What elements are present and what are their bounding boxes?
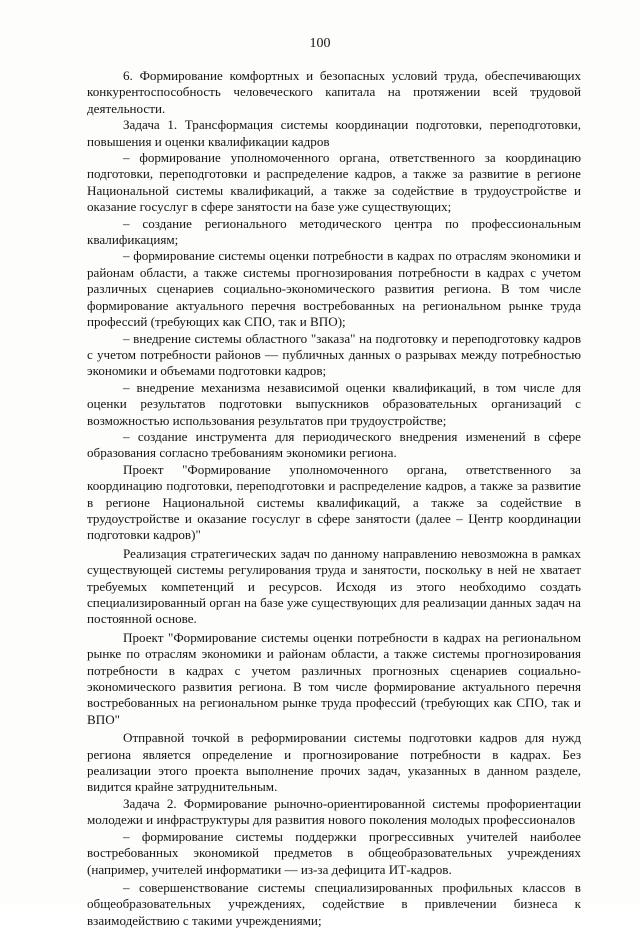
paragraph-starting-point: Отправной точкой в реформировании системы подготовки кадров для нужд региона является определение и прогнозирование потребности в кадрах. Без реализации этого проекта выполнение прочих задач, указанных в данном разделе, видится крайне затруднительным. [87, 730, 581, 795]
list-item-independent-assessment: – внедрение механизма независимой оценки квалификаций, в том числе для оценки результатов подготовки выпускников образовательных организаций с возможностью использования результатов при трудоустройстве; [87, 379, 581, 428]
paragraph-project-demand-system: Проект "Формирование системы оценки потребности в кадрах на региональном рынке по отраслям экономики и районам области, а также системы прогнозирования потребности в кадрах с учетом различных прогнозных сценариев социально-экономического развития региона. В том числе формирование актуального перечня востребованных на региональном рынке труда профессий (требующих как СПО, так и ВПО" [87, 629, 581, 727]
paragraph-implementation: Реализация стратегических задач по данному направлению невозможна в рамках существующей системы регулирования труда и занятости, поскольку в ней не хватает требуемых компетенций и ресурсов. Исходя из этого необходимо создать специализированный орган на базе уже существующих для реализации данных задач на постоянной основе. [87, 545, 581, 627]
list-item-regional-order: – внедрение системы областного "заказа" на подготовку и переподготовку кадров с учетом потребности районов — публичных данных о разрывах между потребностью экономики и объемами подготовки кадров; [87, 330, 581, 379]
paragraph-task-2-heading: Задача 2. Формирование рыночно-ориентированной системы профориентации молодежи и инфраструктуры для развития нового поколения молодых профессионалов [87, 795, 581, 828]
list-item-specialized-classes: – совершенствование системы специализированных профильных классов в общеобразовательных учреждениях, содействие в привлечении бизнеса к взаимодействию с такими учреждениями; [87, 879, 581, 928]
page-number: 100 [309, 36, 331, 51]
list-item-methodical-center: – создание регионального методического центра по профессиональным квалификациям; [87, 215, 581, 248]
list-item-change-instrument: – создание инструмента для периодического внедрения изменений в сфере образования согласно требованиям экономики региона. [87, 428, 581, 461]
list-item-teacher-support: – формирование системы поддержки прогрессивных учителей наиболее востребованных экономикой предметов в общеобразовательных учреждениях (например, учителей информатики — из-за дефицита ИТ-кадров. [87, 828, 581, 877]
list-item-demand-assessment: – формирование системы оценки потребности в кадрах по отраслям экономики и районам области, а также системы прогнозирования потребности в кадрах с учетом различных сценариев социально-экономического развития региона. В том числе формирование актуального перечня востребованных на региональном рынке труда профессий (требующих как СПО, так и ВПО); [87, 248, 581, 330]
list-item-coordination-body: – формирование уполномоченного органа, ответственного за координацию подготовки, переподготовки и распределение кадров, а также за развитие в регионе Национальной системы квалификаций, а также за содействие в трудоустройстве и оказание госуслуг в сфере занятости на базе уже существующих; [87, 150, 581, 215]
paragraph-task-1-heading: Задача 1. Трансформация системы координации подготовки, переподготовки, повышения и оценки квалификации кадров [87, 117, 581, 149]
document-body [87, 68, 581, 929]
paragraph-project-coordination-center: Проект "Формирование уполномоченного органа, ответственного за координацию подготовки, переподготовки и распределение кадров, а также за развитие в регионе Национальной системы квалификаций, а также за содействие в трудоустройстве и оказание госуслуг в сфере занятости (далее – Центр координации подготовки кадров)" [87, 461, 581, 543]
paragraph-section-6: 6. Формирование комфортных и безопасных условий труда, обеспечивающих конкурентоспособность человеческого капитала на протяжении всей трудовой деятельности. [87, 68, 581, 116]
